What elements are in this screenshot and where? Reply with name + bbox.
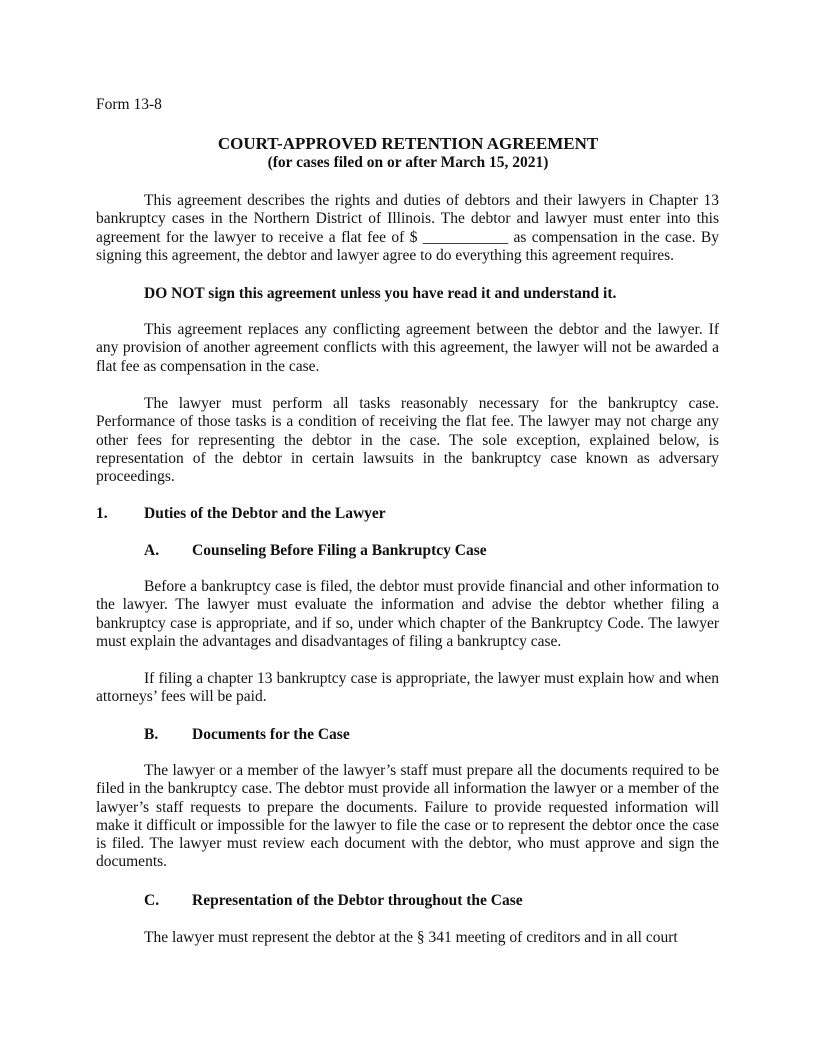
intro-paragraph-1: This agreement describes the rights and duties of debtors and their lawyers in Chapter 13 bankruptcy cases in the Northern District of Illinois. The debtor and lawyer must enter into this agreement for the lawyer to receive a flat fee of $ ___________ as compensation in the case. By signing this agreement, the debtor and lawyer agree to do everything this agreement requires. xyxy=(96,192,719,264)
subsection-a-title: Counseling Before Filing a Bankruptcy Case xyxy=(192,542,487,559)
subsection-a-paragraph-2: If filing a chapter 13 bankruptcy case is appropriate, the lawyer must explain how and when attorneys’ fees will be paid. xyxy=(96,670,719,706)
subsection-c-title: Representation of the Debtor throughout the Case xyxy=(192,892,523,909)
subsection-b-title: Documents for the Case xyxy=(192,726,350,743)
subsection-a-paragraph-1: Before a bankruptcy case is filed, the debtor must provide financial and other information to the lawyer. The lawyer must evaluate the information and advise the debtor whether filing a bankruptcy case is appropriate, and if so, under which chapter of the Bankruptcy Code. The lawyer must explain the advantages and disadvantages of filing a bankruptcy case. xyxy=(96,578,719,650)
intro-paragraph-2: This agreement replaces any conflicting agreement between the debtor and the lawyer. If any provision of another agreement conflicts with this agreement, the lawyer will not be awarded a flat fee as compensation in the case. xyxy=(96,321,719,375)
page-title: COURT-APPROVED RETENTION AGREEMENT xyxy=(217,134,599,153)
intro-paragraph-3: The lawyer must perform all tasks reasonably necessary for the bankruptcy case. Performance of those tasks is a condition of receiving the flat fee. The lawyer may not charge any other fees for representing the debtor in the case. The sole exception, explained below, is representation of the debtor in certain lawsuits in the bankruptcy case known as adversary proceedings. xyxy=(96,395,719,486)
subsection-c-letter: C. xyxy=(144,892,160,909)
form-label: Form 13-8 xyxy=(96,96,162,113)
subsection-c-paragraph-1: The lawyer must represent the debtor at the § 341 meeting of creditors and in all court xyxy=(144,929,678,946)
subsection-b-paragraph-1: The lawyer or a member of the lawyer’s staff must prepare all the documents required to be filed in the bankruptcy case. The debtor must provide all information the lawyer or a member of the lawyer’s staff requests to prepare the documents. Failure to provide requested information will make it difficult or impossible for the lawyer to file the case or to represent the debtor once the case is filed. The lawyer must review each document with the debtor, who must approve and sign the documents. xyxy=(96,762,719,871)
section-1-title: Duties of the Debtor and the Lawyer xyxy=(144,505,386,522)
subsection-a-letter: A. xyxy=(144,542,160,559)
subsection-b-letter: B. xyxy=(144,726,159,743)
section-1-number: 1. xyxy=(96,505,108,522)
warning-notice: DO NOT sign this agreement unless you have read it and understand it. xyxy=(144,285,617,302)
page-subtitle: (for cases filed on or after March 15, 2021) xyxy=(267,154,549,171)
